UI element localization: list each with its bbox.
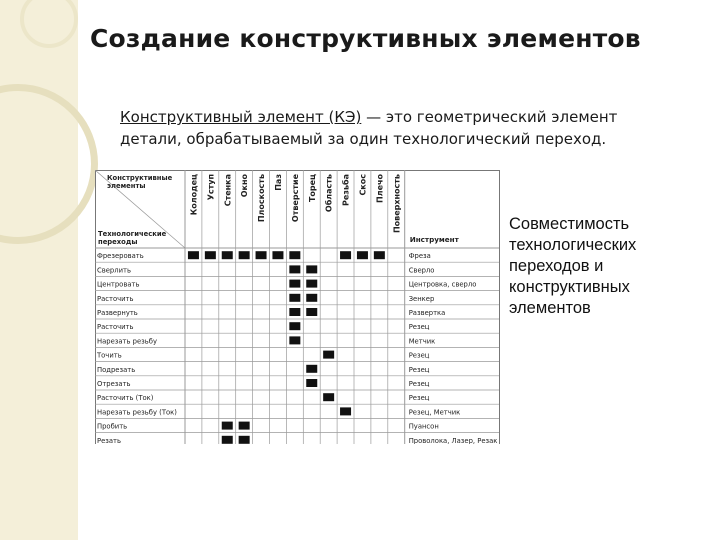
column-header: Резьба: [341, 173, 351, 206]
row-operation: Точить: [97, 351, 122, 360]
row-operation: Отрезать: [97, 380, 131, 388]
column-header: Область: [324, 174, 334, 213]
row-operation: Развернуть: [97, 309, 138, 317]
compatibility-mark: [374, 251, 385, 259]
compatibility-mark: [239, 251, 250, 259]
row-operation: Подрезать: [97, 365, 136, 374]
row-operation: Расточить: [97, 294, 134, 303]
row-operation: Сверлить: [97, 266, 131, 275]
compatibility-mark: [306, 308, 317, 316]
compatibility-mark: [306, 265, 317, 273]
compatibility-mark: [222, 436, 233, 444]
compatibility-mark: [357, 251, 368, 259]
compatibility-mark: [205, 251, 216, 259]
compatibility-mark: [306, 365, 317, 373]
compatibility-mark: [222, 251, 233, 259]
row-tool: Резец: [408, 351, 430, 360]
tool-header: Инструмент: [409, 235, 459, 244]
row-tool: Проволока, Лазер, Резак: [408, 436, 498, 444]
row-tool: Пуансон: [408, 422, 439, 431]
row-operation: Расточить (Ток): [97, 394, 154, 403]
row-operation: Нарезать резьбу: [97, 337, 158, 346]
row-tool: Метчик: [408, 337, 436, 346]
compatibility-mark: [323, 393, 334, 401]
row-tool: Сверло: [408, 266, 435, 275]
intro-term: Конструктивный элемент (КЭ): [120, 108, 362, 126]
column-header: Скос: [358, 174, 368, 196]
row-tool: Резец: [408, 380, 430, 388]
corner-top-label: Конструктивные: [107, 174, 173, 182]
row-operation: Расточить: [97, 323, 134, 332]
intro-definition: — это геометрический элемент детали, обрабатываемый за один технологический переход.: [120, 108, 618, 148]
row-tool: Фреза: [408, 252, 431, 261]
row-tool: Резец: [408, 323, 430, 332]
row-operation: Пробить: [97, 422, 128, 431]
slide-title: Создание конструктивных элементов: [90, 24, 641, 53]
compatibility-mark: [289, 280, 300, 288]
row-tool: Зенкер: [408, 294, 435, 303]
compatibility-mark: [222, 422, 233, 430]
row-tool: Резец, Метчик: [408, 408, 461, 417]
compatibility-mark: [239, 436, 250, 444]
compatibility-mark: [256, 251, 267, 259]
compatibility-mark: [239, 422, 250, 430]
compatibility-mark: [323, 351, 334, 359]
row-operation: Фрезеровать: [97, 252, 144, 261]
column-header: Колодец: [189, 174, 199, 216]
row-operation: Резать: [97, 436, 122, 444]
compatibility-mark: [340, 407, 351, 415]
compatibility-mark: [289, 336, 300, 344]
row-tool: Центровка, сверло: [408, 280, 477, 289]
compatibility-mark: [188, 251, 199, 259]
column-header: Стенка: [223, 174, 233, 207]
decorative-ring: [0, 84, 98, 244]
row-tool: Резец: [408, 365, 430, 374]
compatibility-mark: [289, 308, 300, 316]
compatibility-mark: [289, 251, 300, 259]
compatibility-mark: [306, 280, 317, 288]
column-header: Окно: [240, 174, 250, 198]
compatibility-table-svg: [95, 170, 501, 444]
compatibility-mark: [340, 251, 351, 259]
column-header: Уступ: [206, 174, 216, 201]
column-header: Торец: [307, 174, 317, 203]
column-header: Плоскость: [257, 174, 267, 223]
row-operation: Центровать: [97, 280, 140, 289]
row-tool: Развертка: [408, 309, 446, 317]
decorative-side-band: [0, 0, 78, 540]
compatibility-table: [95, 170, 501, 448]
compatibility-mark: [289, 294, 300, 302]
column-header: Плечо: [375, 174, 385, 203]
row-tool: Резец: [408, 394, 430, 403]
compatibility-mark: [306, 294, 317, 302]
column-header: Отверстие: [290, 174, 300, 223]
compatibility-mark: [289, 322, 300, 330]
compatibility-mark: [272, 251, 283, 259]
row-operation: Нарезать резьбу (Ток): [97, 408, 177, 417]
corner-bottom-label: переходы: [98, 238, 138, 246]
compatibility-note: Совместимость технологических переходов и конструктивных элементов: [509, 215, 637, 317]
compatibility-mark: [289, 265, 300, 273]
column-header: Поверхность: [392, 174, 402, 234]
intro-paragraph: [120, 106, 680, 150]
column-header: Паз: [273, 174, 283, 191]
corner-bottom-label: Технологические: [98, 230, 167, 238]
corner-top-label: элементы: [107, 182, 146, 190]
compatibility-mark: [306, 379, 317, 387]
